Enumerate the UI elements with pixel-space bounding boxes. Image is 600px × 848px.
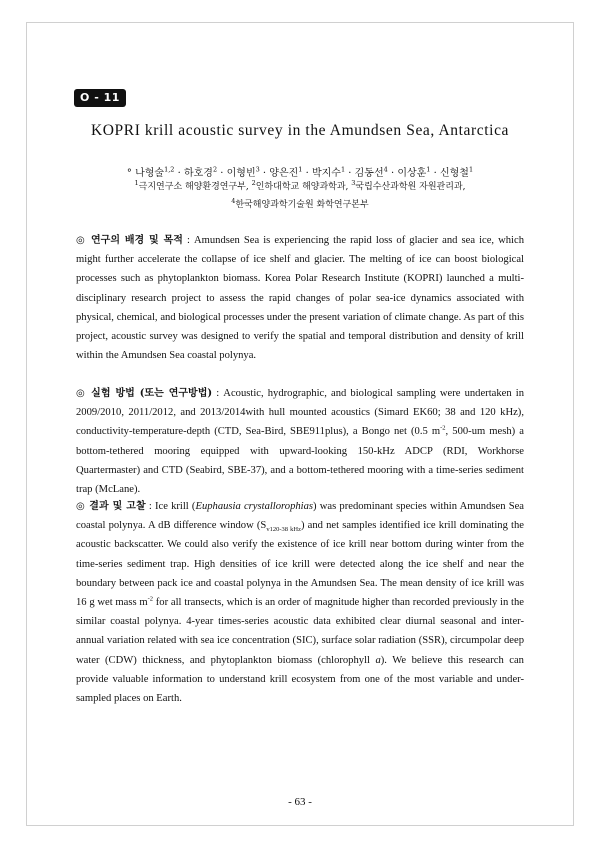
author-name: 이상훈 bbox=[397, 168, 427, 179]
author-affil-sup: 1 bbox=[298, 165, 303, 174]
author-separator: · bbox=[430, 168, 440, 179]
author-separator: · bbox=[387, 168, 398, 179]
session-badge: O - 11 bbox=[74, 89, 126, 107]
author-name: 박지수 bbox=[311, 168, 341, 179]
results-text: ) and net samples identified ice krill dominating the acoustic backscatter. We could also verify the existence of ice krill near bottom during winter from the time-series sediment trap. High densities of ice krill were detected along the ice shelf and near the boundary between pack ice and coastal polynya in the Amundsen Sea. The mean density of ice krill was 16 g wet mass m bbox=[76, 520, 524, 609]
methods-heading: ◎ 실험 방법 (또는 연구방법) bbox=[76, 388, 213, 399]
author-affil-sup: 4 bbox=[383, 165, 388, 174]
author-affil-sup: 1 bbox=[340, 165, 346, 174]
results-text: ). We believe this research can provide valuable information to understand krill ecosystem from one of the most variable and under-sampled places on Earth. bbox=[76, 654, 524, 705]
methods-text: , 500-um mesh) a bottom-tethered mooring equipped with upward-looking 150-kHz ADCP (RDI, Workhorse Quartermaster) and CTD (Seabird, SBE-37), and a bottom-tethered mooring with a time-series sediment trap (McLane). bbox=[76, 426, 524, 496]
author-affil-sup: 1 bbox=[426, 165, 431, 174]
species-name: Euphausia crystallorophias bbox=[195, 501, 314, 512]
author-separator: · bbox=[302, 168, 312, 179]
results-text: : Ice krill ( bbox=[145, 501, 196, 512]
results-sup: -2 bbox=[147, 595, 154, 603]
affil-text: 국립수산과학원 자원관리과, bbox=[355, 182, 466, 192]
author-name: 하호경 bbox=[183, 168, 213, 179]
affiliation-line-2 bbox=[60, 196, 540, 215]
affil-sup: 3 bbox=[351, 179, 356, 187]
paper-title: KOPRI krill acoustic survey in the Amundsen Sea, Antarctica bbox=[90, 122, 510, 139]
author-name: ° 나형술 bbox=[126, 168, 165, 179]
author-name: 이형빈 bbox=[226, 168, 256, 179]
author-separator: · bbox=[217, 168, 227, 179]
results-sub: v120-38 kHz bbox=[266, 526, 301, 534]
results-text: for all transects, which is an order of magnitude higher than recorded previously in the similar coastal polynya. 4-year times-series acoustic data exhibited clear diurnal seasonal and inter-annual variation related with sea ice concentration (SIC), surface solar radiation (SSR), circumpolar deep water (CDW) thickness, and phytoplankton biomass (chlorophyll bbox=[76, 597, 524, 666]
methods-section bbox=[76, 384, 524, 499]
methods-sup: -2 bbox=[440, 424, 446, 432]
page-number: - 63 - bbox=[288, 796, 312, 808]
results-text: ) was predominant species within Amundsen Sea coastal polynya. A dB difference window (S bbox=[76, 501, 525, 532]
methods-text: : Acoustic, hydrographic, and biological sampling were undertaken in 2009/2010, 2011/2012, and 2013/2014with hull mounted acoustics (Simard EK60; 38 and 120 kHz), conductivity-temperature-depth (CTD, Sea-Bird, SBE911plus), a Bongo net (0.5 m bbox=[76, 388, 524, 438]
affil-sup: 1 bbox=[134, 179, 139, 187]
author-separator: · bbox=[259, 168, 270, 179]
author-separator: · bbox=[345, 168, 355, 179]
author-affil-sup: 1 bbox=[468, 165, 474, 174]
affiliation-line-1 bbox=[60, 178, 540, 197]
author-name: 신형철 bbox=[439, 168, 469, 179]
author-name: 양은진 bbox=[269, 168, 299, 179]
background-text: : Amundsen Sea is experiencing the rapid loss of glacier and sea ice, which might further accelerate the collapse of ice shelf and glacier. The melting of ice can boost biological processes such as phytoplankton biomass. Korea Polar Research Institute (KOPRI) launched a multi-disciplinary research project to assess the rapid changes of polar sea-ice dynamics associated with physical, chemical, and biological processes under the present variation of climate change. As part of this project, acoustic survey was designed to verify the spatial and temporal distribution and density of krill within the Amundsen Sea coastal polynya. bbox=[76, 235, 524, 362]
author-affil-sup: 1,2 bbox=[164, 165, 175, 174]
affil-sup: 2 bbox=[251, 179, 256, 187]
background-section bbox=[76, 231, 524, 365]
author-affil-sup: 2 bbox=[212, 165, 218, 174]
results-heading: ◎ 결과 및 고찰 bbox=[76, 501, 146, 512]
author-affil-sup: 3 bbox=[255, 165, 260, 174]
affil-text: 한국해양과학기술원 화학연구본부 bbox=[235, 200, 369, 210]
affil-sup: 4 bbox=[231, 197, 236, 205]
author-list bbox=[60, 164, 540, 179]
affil-text: 극지연구소 해양환경연구부, bbox=[138, 182, 252, 192]
chlorophyll-a: a bbox=[375, 654, 381, 666]
author-separator: · bbox=[174, 168, 184, 179]
author-name: 김동선 bbox=[354, 168, 384, 179]
affil-text: 인하대학교 해양과학과, bbox=[255, 182, 352, 192]
results-section bbox=[76, 497, 524, 708]
background-heading: ◎ 연구의 배경 및 목적 bbox=[76, 235, 183, 246]
